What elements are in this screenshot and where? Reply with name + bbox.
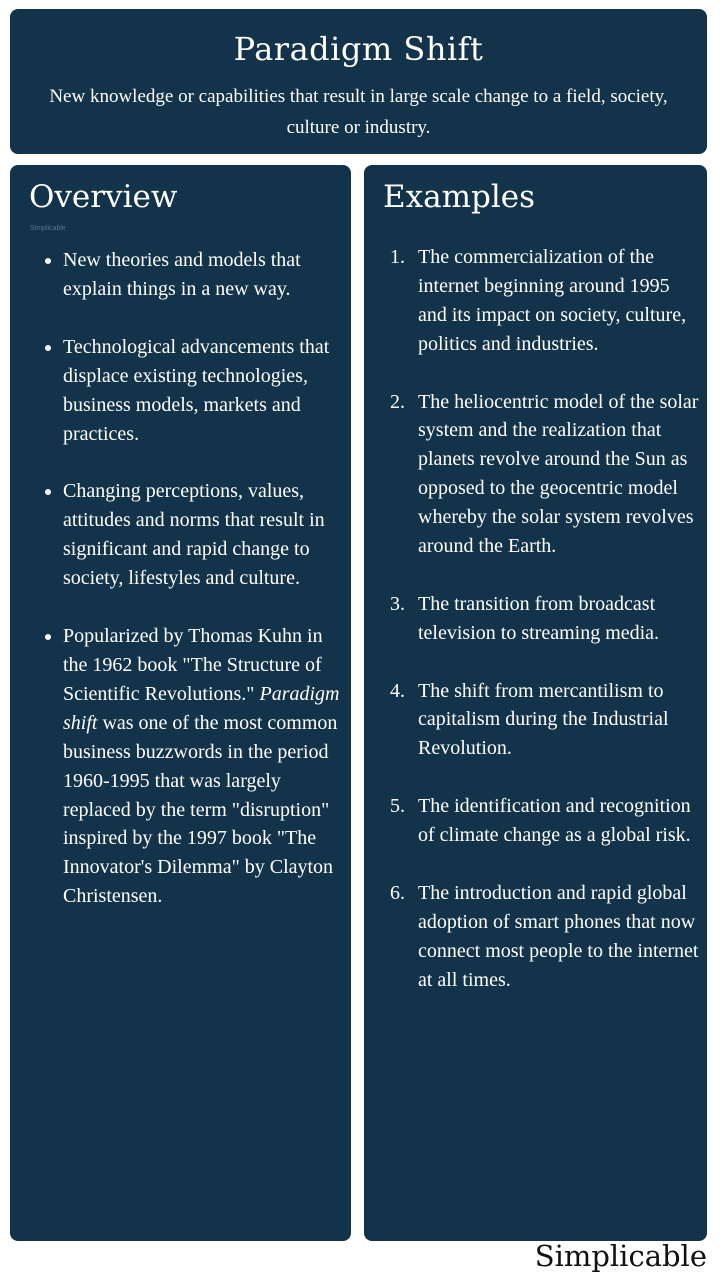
example-text: The commercialization of the internet beginning around 1995 and its impact on society, culture, politics and industries. bbox=[418, 246, 687, 355]
bullet-icon bbox=[45, 258, 51, 264]
example-text: The heliocentric model of the solar system and the realization that planets revolve around the Sun as opposed to the geocentric model whereby the solar system revolves around the Earth. bbox=[418, 390, 699, 558]
example-number: 1. bbox=[390, 246, 405, 268]
examples-panel bbox=[364, 165, 707, 1241]
example-item bbox=[388, 677, 700, 764]
bullet-icon bbox=[45, 489, 51, 495]
examples-title: Examples bbox=[383, 179, 536, 215]
bullet-icon bbox=[45, 634, 51, 640]
overview-item-emphasis: Paradigm shift bbox=[63, 682, 340, 734]
example-text: The transition from broadcast television to streaming media. bbox=[418, 592, 660, 644]
page-subtitle: New knowledge or capabilities that result in large scale change to a field, society, culture or industry. bbox=[49, 86, 668, 138]
example-item bbox=[388, 879, 700, 995]
overview-item-text-after: was one of the most common business buzzwords in the period 1960-1995 that was largely replaced by the term "disruption" inspired by the 1997 book "The Innovator's Dilemma" by Clayton Christensen. bbox=[63, 711, 338, 908]
overview-item-text: New theories and models that explain things in a new way. bbox=[63, 249, 301, 300]
examples-list bbox=[388, 243, 700, 1023]
example-number: 3. bbox=[390, 592, 405, 615]
page-title: Paradigm Shift bbox=[233, 30, 484, 68]
example-text: The introduction and rapid global adoption of smart phones that now connect most people to the internet at all times. bbox=[418, 881, 699, 991]
example-text: The shift from mercantilism to capitalism during the Industrial Revolution. bbox=[418, 679, 669, 760]
example-text: The identification and recognition of climate change as a global risk. bbox=[418, 795, 691, 847]
overview-item-text-before: Popularized by Thomas Kuhn in the 1962 book "The Structure of Scientific Revolutions." bbox=[63, 625, 323, 705]
overview-item-text: Changing perceptions, values, attitudes and norms that result in significant and rapid change to society, lifestyles and culture. bbox=[63, 480, 325, 590]
example-item bbox=[388, 590, 700, 648]
example-number: 2. bbox=[390, 390, 405, 413]
bullet-icon bbox=[45, 345, 51, 351]
header-panel bbox=[10, 9, 707, 154]
overview-item bbox=[41, 622, 341, 911]
brand-logo-text: Simplicable bbox=[534, 1239, 707, 1273]
overview-title: Overview bbox=[29, 179, 178, 215]
example-item bbox=[388, 388, 700, 561]
overview-item-text: Technological advancements that displace existing technologies, business models, markets and practices. bbox=[63, 335, 330, 445]
example-item bbox=[388, 243, 700, 359]
example-item bbox=[388, 792, 700, 850]
example-number: 6. bbox=[390, 881, 405, 904]
example-number: 5. bbox=[390, 795, 405, 818]
overview-item bbox=[41, 333, 341, 449]
example-number: 4. bbox=[390, 679, 405, 702]
overview-item bbox=[41, 477, 341, 593]
overview-item bbox=[41, 246, 341, 304]
watermark-text: Simplicable bbox=[30, 225, 66, 232]
overview-panel bbox=[10, 165, 351, 1241]
overview-list bbox=[41, 246, 341, 940]
